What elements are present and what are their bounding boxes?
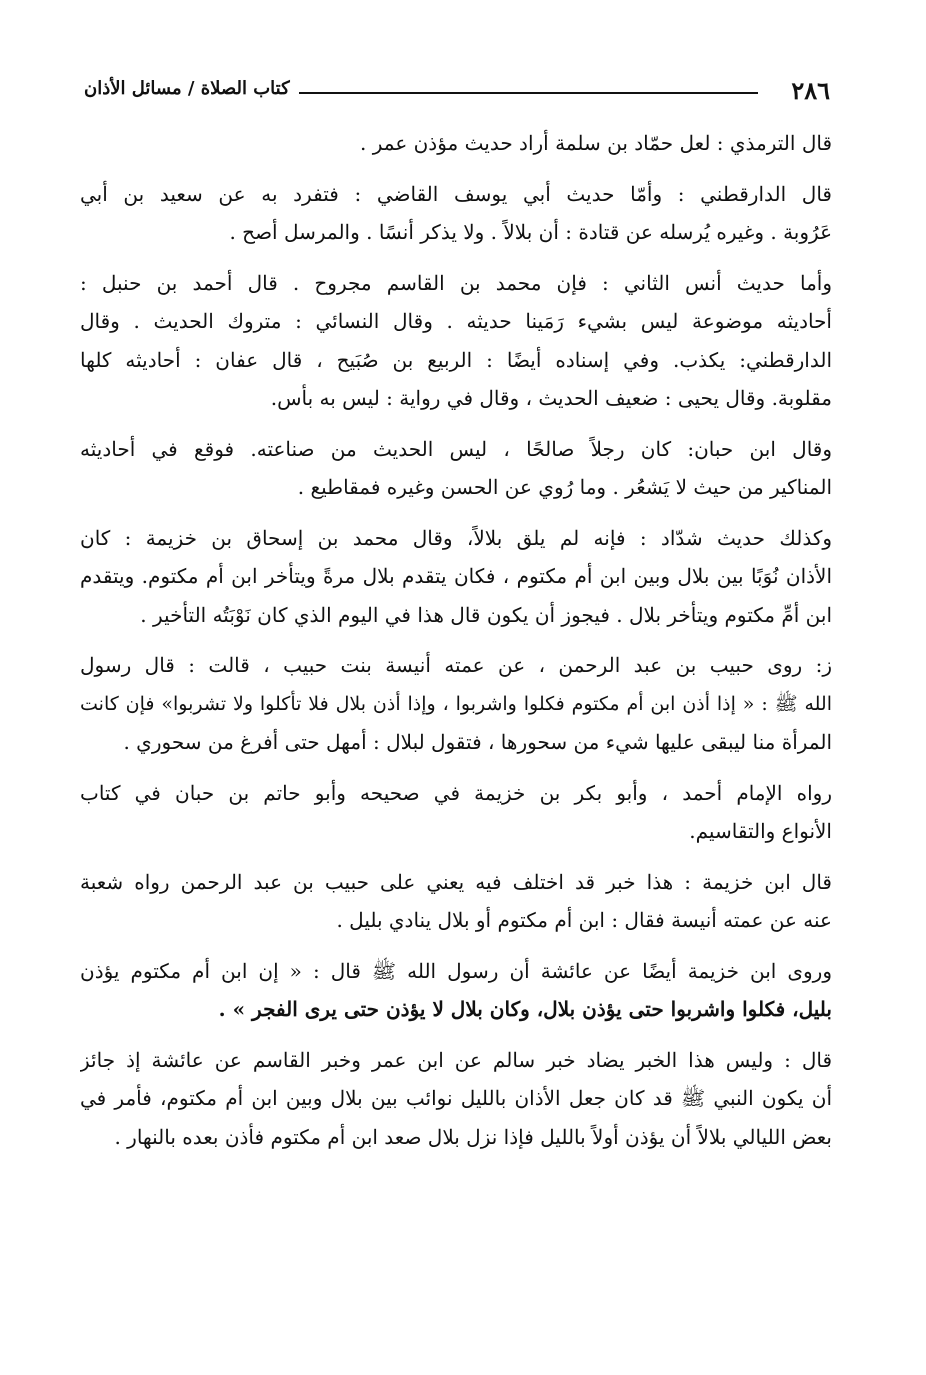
text-line: قال ابن خزيمة : هذا خبر قد اختلف فيه يعني على حبيب بن عبد الرحمن رواه شعبة: [80, 869, 832, 894]
text-line: وكذلك حديث شدّاد : فإنه لم يلق بلالاً، وقال محمد بن إسحاق بن خزيمة : كان: [80, 525, 832, 550]
body-text: [80, 124, 832, 1168]
text-line: المناكير من حيث لا يَشعُر . وما رُوي عن الحسن وغيره فمقاطيع .: [297, 475, 832, 499]
text-line: المرأة منا ليبقى عليها شيء من سحورها ، فتقول لبلال : أمهل حتى أفرغ من سحوري .: [123, 730, 832, 754]
paragraph-2: [80, 175, 832, 252]
paragraph-4: [80, 430, 832, 507]
paragraph-8: [80, 863, 832, 940]
text-line: بليل، فكلوا واشربوا حتى يؤذن بلال، وكان بلال لا يؤذن حتى يرى الفجر » .: [218, 997, 832, 1021]
paragraph-5: [80, 519, 832, 635]
paragraph-6: [80, 646, 832, 762]
text-line: أحاديثه موضوعة ليس بشيء رَمَينا حديثه . وقال النسائي : متروك الحديث . وقال: [80, 309, 832, 333]
text-line: عَرُوبة . وغيره يُرسله عن قتادة : أن بلالاً . ولا يذكر أنسًا . والمرسل أصح .: [229, 220, 832, 244]
text-line: الله ﷺ : « إذا أذن ابن أم مكتوم فكلوا واشربوا ، وإذا أذن بلال فلا تأكلوا ولا تشربوا» فإن كانت: [80, 692, 832, 715]
running-title: كتاب الصلاة / مسائل الأذان: [84, 78, 290, 99]
page-header: [84, 72, 830, 112]
text-line: قال : وليس هذا الخبر يضاد خبر سالم عن ابن عمر وخبر القاسم عن عائشة إذ جائز: [80, 1047, 832, 1072]
text-line: أن يكون النبي ﷺ قد كان جعل الأذان بالليل نوائب بين بلال وبين ابن أم مكتوم، فأمر في: [80, 1086, 832, 1110]
text-line: مقلوبة. وقال يحيى : ضعيف الحديث ، وقال في رواية : ليس به بأس.: [270, 386, 832, 410]
text-line: قال الترمذي : لعل حمّاد بن سلمة أراد حديث مؤذن عمر .: [360, 131, 832, 155]
text-line: الدارقطني: يكذب. وفي إسناده أيضًا : الربيع بن صُبَيح ، قال عفان : أحاديثه كلها: [80, 347, 832, 372]
text-line: عنه عن عمته أنيسة فقال : ابن أم مكتوم أو بلال ينادي بليل .: [336, 908, 832, 932]
header-rule: [299, 92, 758, 94]
text-line: وقال ابن حبان: كان رجلاً صالحًا ، ليس الحديث من صناعته. فوقع في أحاديثه: [80, 436, 832, 461]
text-line: ابن أمِّ مكتوم ويتأخر بلال . فيجوز أن يكون قال هذا في اليوم الذي كان نَوْبَتُه التأخير .: [140, 602, 832, 627]
text-line: بعض الليالي بلالاً أن يؤذن أولاً بالليل فإذا نزل بلال صعد ابن أم مكتوم فأذن بعده بالنهار .: [114, 1124, 832, 1149]
paragraph-1: [80, 124, 832, 163]
text-line: وروى ابن خزيمة أيضًا عن عائشة أن رسول الله ﷺ قال : « إن ابن أم مكتوم يؤذن: [80, 958, 832, 983]
paragraph-7: [80, 774, 832, 851]
text-line: ز: روى حبيب بن عبد الرحمن ، عن عمته أنيسة بنت حبيب ، قالت : قال رسول: [80, 653, 832, 677]
text-line: قال الدارقطني : وأمّا حديث أبي يوسف القاضي : فتفرد به عن سعيد بن أبي: [80, 181, 832, 206]
text-line: الأذان نُوَبًا بين بلال وبين ابن أم مكتوم ، فكان يتقدم بلال مرةً ويتأخر ابن أم مكتوم. ويتقدم: [80, 564, 832, 588]
paragraph-3: [80, 264, 832, 418]
text-line: الأنواع والتقاسيم.: [689, 819, 832, 843]
page-number: ٢٨٦: [791, 76, 830, 105]
text-line: وأما حديث أنس الثاني : فإن محمد بن القاسم مجروح . قال أحمد بن حنبل :: [80, 270, 832, 295]
text-line: رواه الإمام أحمد ، وأبو بكر بن خزيمة في صحيحه وأبو حاتم بن حبان في كتاب: [80, 780, 832, 805]
paragraph-9: [80, 952, 832, 1029]
paragraph-10: [80, 1041, 832, 1157]
